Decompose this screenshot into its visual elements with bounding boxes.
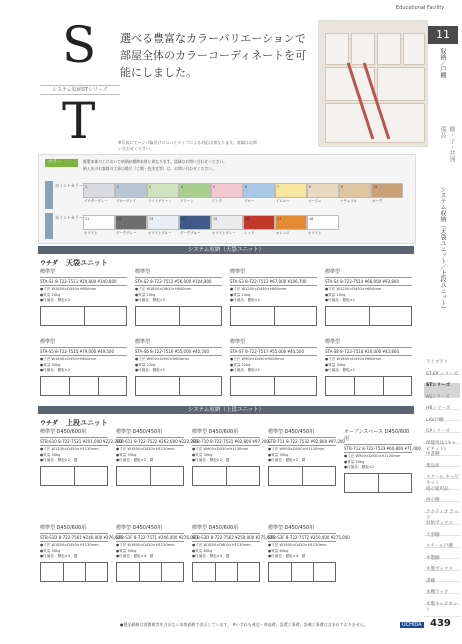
side-nav-item[interactable]: スチール戸棚 — [424, 544, 460, 559]
product-code: STB-710 8-722-7531 ¥92,800 ¥97,200 — [192, 439, 269, 444]
brand-logo-2: ウチダ — [40, 420, 58, 427]
product-spec: ●寸法 W1800×D450×H600mm ●質量 30kg ●付属品：棚板×1 — [325, 357, 382, 372]
product-drawing — [230, 376, 317, 396]
color-row2-marker — [45, 213, 53, 239]
drawing-divider — [226, 467, 227, 485]
drawing-divider — [139, 563, 140, 581]
hero-headline: 選べる豊富なカラーバリエーションで部屋全体のカラーコーディネートを可能にしました。 — [120, 32, 307, 79]
drawing-divider — [85, 563, 86, 581]
side-nav-item[interactable]: 木製キャビネット — [424, 602, 460, 617]
series-label: システム収納STシリーズ — [40, 85, 120, 95]
side-nav-item[interactable]: 木製棚 — [424, 556, 460, 571]
product-code: STA-S7 8-722-7517 ¥55,000 ¥40,500 — [230, 347, 317, 356]
side-nav-item[interactable]: LAV戸棚 — [424, 418, 460, 433]
swatch-code: 14 — [181, 217, 186, 221]
product-code: STB-S1D 8-722-7561 ¥246,000 ¥276,000 — [40, 535, 123, 540]
product-code: STB-S3D 8-722-7562 ¥250,000 ¥275,000 — [192, 535, 275, 540]
swatch-code: 5 — [213, 185, 216, 189]
side-nav-item[interactable]: ライブラリ — [424, 360, 460, 375]
product-type: 標準型 D450/450用 — [268, 525, 315, 531]
side-nav-item[interactable]: HBシリーズ — [424, 406, 460, 421]
jodan-title: 上段ユニット — [66, 419, 108, 427]
product-type: 標準型 D450/450用 — [268, 429, 315, 435]
swatch-code: 17 — [277, 217, 282, 221]
photo-note: ※写真にてハシゴ取付けについてタイプによる対応は異なります。詳細はお問い合わせください。 — [118, 140, 257, 151]
product-spec: ●寸法 W900×D450×H1130mm ●質量 30kg ●付属品：棚板×2、鍵 — [268, 447, 325, 462]
product-type: 標準型 D450/600用 — [40, 525, 87, 531]
swatch-code: 8 — [309, 185, 312, 189]
product-drawing — [344, 473, 412, 493]
side-nav-item[interactable]: GPシリーズ — [424, 429, 460, 444]
product-card — [40, 268, 127, 326]
color-swatch — [83, 215, 115, 235]
product-card — [230, 338, 317, 396]
swatch-code: 16 — [245, 217, 250, 221]
swatch-code: 7 — [277, 185, 280, 189]
product-drawing — [40, 562, 108, 582]
side-nav-item[interactable]: 展示棚 — [424, 498, 460, 513]
product-spec: ●寸法 W1200×D450×H600mm ●質量 10kg ●付属品：棚板×1 — [325, 287, 382, 302]
product-drawing — [135, 376, 222, 396]
color-row1-label: ボイントカラー — [55, 183, 83, 188]
product-type: 標準型 D450/600用 — [192, 525, 239, 531]
drawing-divider — [84, 307, 85, 325]
side-nav-item[interactable]: 書棚 — [424, 579, 460, 594]
maker-logo: UCHIDA — [402, 622, 422, 628]
drawing-divider — [161, 563, 162, 581]
drawing-divider — [313, 563, 314, 581]
swatch-code: 11 — [85, 217, 90, 221]
product-code: STA-S5 8-722-7515 ¥79,000 ¥49,500 — [40, 347, 127, 356]
swatch-label: ホワイト — [308, 231, 322, 235]
product-photo — [318, 20, 428, 147]
color-swatch — [115, 215, 147, 235]
product-spec: ●寸法 W900×D450×H600mm ●質量 22kg ●付属品：棚板×1 — [135, 357, 190, 372]
side-nav-item[interactable]: 木製ボックス — [424, 567, 460, 582]
product-card — [325, 338, 412, 396]
product-spec: ●寸法 W1800×D450×H1130mm ●質量 50kg ●付属品：棚板×4、鍵 — [40, 543, 99, 558]
drawing-divider — [369, 307, 370, 325]
color-swatch — [211, 215, 243, 235]
color-swatch — [339, 183, 371, 203]
hero-letter-t: T — [62, 92, 96, 150]
drawing-divider — [354, 377, 355, 395]
side-nav-item[interactable]: 本棚ラック — [424, 590, 460, 605]
header-brand: Educational Facility — [396, 5, 445, 11]
color-swatch — [275, 183, 307, 203]
product-spec: ●寸法 W1200×D450×H1130mm ●質量 50kg ●付属品：棚板×2、鍵 — [40, 447, 99, 462]
side-nav-item[interactable]: 掲示板用品 — [424, 487, 460, 502]
product-code: STA-S1 8-722-7511 ¥29,800 ¥140,800 — [40, 277, 127, 286]
swatch-label: ブルー — [244, 199, 255, 203]
swatch-code: 13 — [149, 217, 154, 221]
product-drawing — [325, 376, 412, 396]
drawing-divider — [237, 563, 238, 581]
side-nav-item[interactable]: 大型棚 — [424, 533, 460, 548]
product-card — [192, 428, 269, 486]
product-drawing — [135, 306, 222, 326]
product-drawing — [40, 376, 127, 396]
color-swatch — [179, 183, 211, 203]
product-card — [40, 338, 127, 396]
drawing-divider — [291, 563, 292, 581]
drawing-divider — [215, 563, 216, 581]
product-drawing — [192, 562, 260, 582]
swatch-code: 9 — [341, 185, 344, 189]
product-type: 標準型 — [40, 339, 56, 345]
product-type: 標準型 — [135, 269, 151, 275]
product-drawing — [116, 562, 184, 582]
drawing-divider — [378, 474, 379, 492]
product-code: STB-611 8-722-7522 ¥262,000 ¥222,200 — [116, 439, 199, 444]
swatch-code: 3 — [149, 185, 152, 189]
product-card — [40, 428, 123, 486]
swatch-code: 1 — [85, 185, 88, 189]
swatch-label: オーク — [372, 199, 383, 203]
product-card — [192, 524, 275, 582]
swatch-label: ブルーグレイ — [116, 199, 137, 203]
footer-note: ●製品価格は消費税等を含まない本体価格で表示しています。 ※いずれも運送・荷造費、設置工事費、設備工事費は含まれておりません。 — [120, 622, 369, 627]
product-type: 標準型 D450/600用 — [40, 429, 87, 435]
product-type: 標準型 — [325, 339, 341, 345]
product-code: STB-S1F 8-722-7571 ¥246,000 ¥276,000 — [116, 535, 198, 540]
product-drawing — [268, 466, 336, 486]
swatch-code: 4 — [181, 185, 184, 189]
color-swatch — [371, 183, 403, 203]
product-card — [40, 524, 123, 582]
product-drawing — [40, 466, 108, 486]
color-note-1: 既製本体の工において納期が標準本体と異なります。詳細はお問い合わせください。 — [83, 159, 227, 164]
product-code: STB-712 8-722-7533 ¥60,800 ¥71,000 — [344, 446, 421, 451]
product-spec: ●寸法 W900×D450×H1130mm ●質量 30kg ●付属品：棚板×2、鍵 — [192, 447, 249, 462]
side-section-title: システム収納（天袋ユニット／上段ユニット） — [439, 186, 446, 312]
product-drawing — [268, 562, 336, 582]
drawing-divider — [302, 467, 303, 485]
product-type: 標準型 D450/450用 — [116, 525, 163, 531]
color-row2-label: ポイントカラー — [55, 215, 83, 220]
product-spec: ●寸法 W1800×D450×H1130mm ●質量 55kg ●付属品：棚板×2、鍵 — [116, 447, 175, 462]
color-swatch — [147, 183, 179, 203]
swatch-code: 6 — [245, 185, 248, 189]
swatch-code: 12 — [117, 217, 122, 221]
swatch-code: 2 — [117, 185, 120, 189]
chapter-subtitle: 棚・子・共通備品 — [439, 126, 455, 162]
color-tag: カラー — [45, 159, 78, 167]
product-spec: ●寸法 W1800×D600×H1130mm ●質量 60kg ●付属品：棚板×4、鍵 — [192, 543, 251, 558]
product-card — [325, 268, 412, 326]
swatch-label: ホワイトブルー — [148, 231, 172, 235]
product-code: STB-610 8-722-7521 ¥201,000 ¥222,200 — [40, 439, 123, 444]
color-swatch — [275, 215, 307, 235]
side-nav-item[interactable]: ASシリーズ — [424, 395, 460, 410]
product-card — [230, 268, 317, 326]
product-type: 標準型 — [135, 339, 151, 345]
drawing-divider — [383, 377, 384, 395]
product-card — [116, 428, 199, 486]
color-note-2: 納入先のお客様の工事の場合（工期・色決定等）は、お問い合わせください。 — [83, 166, 216, 171]
drawing-divider — [274, 377, 275, 395]
swatch-code: 10 — [373, 185, 378, 189]
side-nav-item[interactable]: アクティブ ラック — [424, 510, 460, 525]
product-spec: ●寸法 W1800×D600×H600mm ●質量 15kg ●付属品：棚板×2 — [135, 287, 192, 302]
drawing-divider — [63, 563, 64, 581]
product-spec: ●寸法 W1800×D450×H600mm ●質量 20kg ●付属品：棚板×2 — [40, 287, 97, 302]
section-bar-jodan: システム収納（上段ユニット） — [38, 406, 414, 414]
product-spec: ●寸法 W1800×D450×H600mm ●質量 30kg ●付属品：棚板×2 — [40, 357, 97, 372]
drawing-divider — [274, 307, 275, 325]
product-code: STA-S6 8-722-7516 ¥55,000 ¥40,500 — [135, 347, 222, 356]
color-swatch — [211, 183, 243, 203]
product-card — [344, 428, 421, 493]
product-code: STA-S2 8-722-7512 ¥56,000 ¥104,800 — [135, 277, 222, 286]
side-nav-item[interactable]: スクール キャビネット — [424, 475, 460, 490]
product-spec: ●寸法 W1200×D450×H600mm ●質量 10kg ●付属品：棚板×1 — [230, 287, 287, 302]
product-type: 標準型 — [230, 339, 246, 345]
product-type: 標準型 D450/600用 — [192, 429, 239, 435]
swatch-label: グリーン — [180, 199, 194, 203]
product-drawing — [40, 306, 127, 326]
color-swatch — [115, 183, 147, 203]
product-spec: ●寸法 W1800×D450×H1130mm ●質量 50kg ●付属品：棚板×4、鍵 — [116, 543, 175, 558]
drawing-divider — [74, 467, 75, 485]
product-spec: ●寸法 W900×D450×H1130mm ●質量 20kg ●付属品：棚板×2 — [344, 454, 401, 469]
product-card — [135, 268, 222, 326]
color-swatch — [179, 215, 211, 235]
product-card — [116, 524, 198, 582]
swatch-label: ダークグレー — [116, 231, 137, 235]
product-drawing — [230, 306, 317, 326]
product-drawing — [192, 466, 260, 486]
product-card — [268, 524, 350, 582]
swatch-label: ライトグリーン — [148, 199, 172, 203]
swatch-label: イエロー — [276, 199, 290, 203]
swatch-label: オレンジ — [276, 231, 290, 235]
swatch-label: ダークブルー — [180, 231, 201, 235]
swatch-label: ベージュ — [308, 199, 322, 203]
chapter-number: 11 — [428, 26, 458, 44]
side-nav-item[interactable]: 中書棚 — [424, 452, 460, 467]
product-code: STA-S8 8-722-7518 ¥20,000 ¥43,800 — [325, 347, 412, 356]
drawing-divider — [98, 377, 99, 395]
product-code: STB-S3F 8-722-7572 ¥250,000 ¥275,000 — [268, 535, 350, 540]
side-nav-item[interactable]: ST-EX シリーズ — [424, 372, 460, 387]
product-code: STB-711 8-722-7532 ¥92,800 ¥97,200 — [268, 439, 345, 444]
swatch-label: レッド — [244, 231, 255, 235]
color-swatch — [243, 215, 275, 235]
side-nav-item[interactable]: STシリーズ — [424, 383, 460, 398]
drawing-divider — [69, 377, 70, 395]
color-swatch — [147, 215, 179, 235]
swatch-label: ホワイトグレー — [212, 231, 236, 235]
product-type: 標準型 D450/450用 — [116, 429, 163, 435]
product-type: 標準型 — [40, 269, 56, 275]
product-spec: ●寸法 W1800×D450×H1130mm ●質量 60kg ●付属品：棚板×4、鍵 — [268, 543, 327, 558]
drawing-divider — [179, 307, 180, 325]
side-nav-item[interactable]: 薬品庫 — [424, 464, 460, 479]
color-swatch — [307, 183, 339, 203]
side-nav-item[interactable]: 収納ボックス — [424, 521, 460, 536]
product-drawing — [325, 306, 412, 326]
color-swatch — [307, 215, 339, 235]
tenbukuro-title: 天袋ユニット — [66, 259, 108, 267]
swatch-label: パウダーグレー — [84, 199, 108, 203]
product-type: 標準型 — [325, 269, 341, 275]
product-type: 標準型 — [230, 269, 246, 275]
section-bar-tenbukuro: システム収納（天袋ユニット） — [38, 246, 414, 254]
product-spec: ●寸法 W900×D450×H600mm ●質量 22kg ●付属品：棚板×1 — [230, 357, 285, 372]
chapter-title: 収納／戸棚 — [439, 48, 446, 78]
drawing-divider — [150, 467, 151, 485]
product-type: オープンスペース D450/600用 — [344, 429, 410, 442]
product-card — [268, 428, 345, 486]
swatch-code: 15 — [213, 217, 218, 221]
swatch-label: ナチュラル — [340, 199, 357, 203]
brand-logo: ウチダ — [40, 260, 58, 267]
product-card — [135, 338, 222, 396]
page-number: 439 — [430, 618, 451, 629]
color-swatch — [243, 183, 275, 203]
color-swatch — [83, 183, 115, 203]
product-code: STA-S3 8-722-7513 ¥67,000 ¥106,700 — [230, 277, 317, 286]
color-row1-marker — [45, 181, 53, 209]
product-code: STA-S4 8-722-7514 ¥66,000 ¥93,800 — [325, 277, 412, 286]
color-section — [38, 154, 416, 244]
drawing-divider — [179, 377, 180, 395]
swatch-label: ピンク — [212, 199, 223, 203]
side-nav-item[interactable]: 保健用品 (キャビネット) — [424, 441, 460, 456]
swatch-code: 18 — [309, 217, 314, 221]
product-drawing — [116, 466, 184, 486]
hero-letter-s: S — [62, 16, 97, 74]
swatch-label: ホワイト — [84, 231, 98, 235]
